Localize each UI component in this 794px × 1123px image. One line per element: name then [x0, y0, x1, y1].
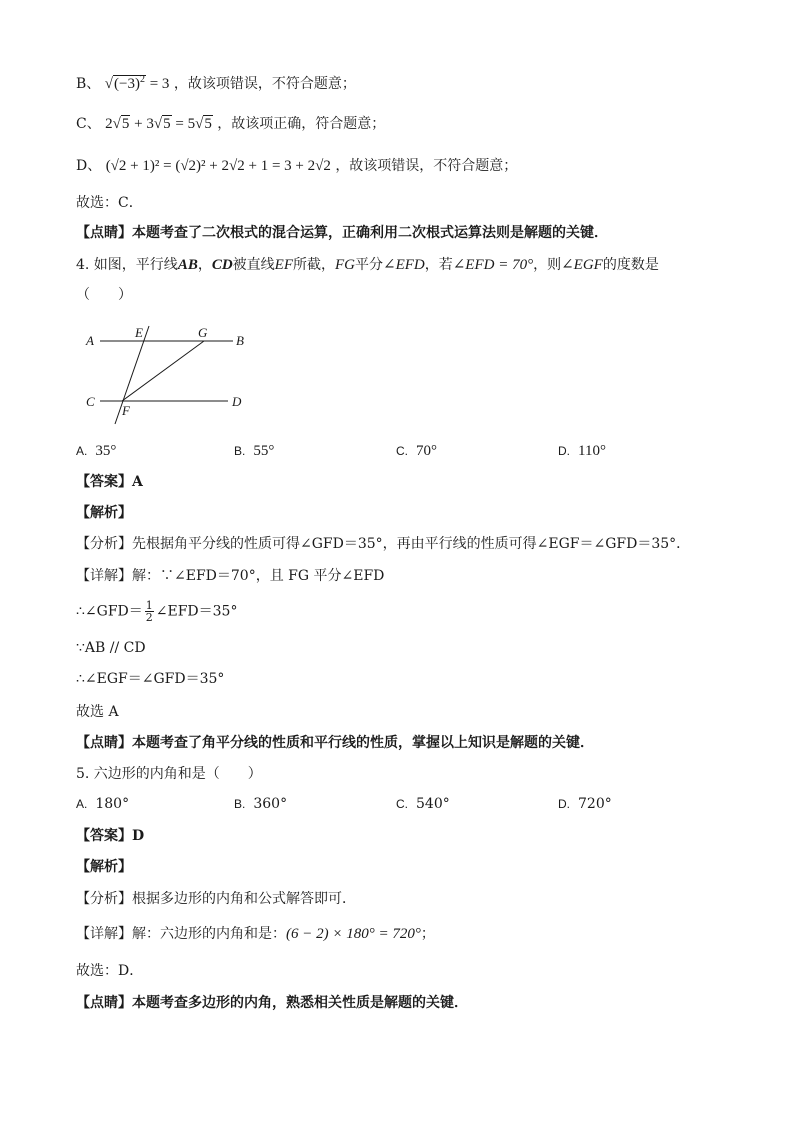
point-f-label: F [122, 403, 130, 418]
option-d-explanation [76, 156, 517, 176]
c-expr-radicand-3: 5 [204, 116, 212, 132]
point-b-label: B [236, 333, 244, 348]
q4-stem [76, 255, 659, 275]
b-expr-inner: (−3) [113, 76, 140, 92]
q5-option-c-label: C. [396, 797, 408, 811]
q4-choose: 故选 A [76, 704, 119, 720]
q5-option-c-value: 540° [416, 796, 450, 812]
q5-option-d[interactable] [558, 794, 612, 814]
b-expr-result: = 3 [145, 76, 170, 92]
q5-option-a-value: 180° [95, 796, 130, 812]
option-b-explanation [76, 70, 356, 94]
option-b-label: B、 [76, 76, 101, 92]
option-d-expression: (√2 + 1)² = (√2)² + 2√2 + 1 = 3 + 2√2 [105, 158, 331, 174]
q4-stem-mid1: 被直线 [232, 257, 275, 273]
q4-step-3: ∴∠EGF＝∠GFD＝35° [76, 671, 225, 687]
option-c-explanation [76, 114, 385, 134]
q4-ef: EF [274, 257, 293, 273]
q4-option-d[interactable] [558, 441, 606, 461]
q5-detail-pre: 【详解】解：六边形的内角和是： [76, 926, 286, 942]
c-expr-c: = 5 [171, 116, 196, 132]
q5-analysis: 【分析】根据多边形的内角和公式解答即可． [76, 891, 356, 907]
q4-comment: 【点睛】本题考查了角平分线的性质和平行线的性质，掌握以上知识是解题的关键． [76, 735, 594, 751]
q4-angle-eq: ∠EFD = 70° [452, 257, 534, 273]
q5-analysis-heading: 【解析】 [76, 859, 132, 875]
q4-stem-end: 的度数是 [602, 257, 659, 273]
point-e-label: E [135, 325, 143, 340]
q4-option-d-value: 110° [578, 443, 606, 459]
option-d-label: D、 [76, 158, 102, 174]
q4-option-c-label: C. [396, 444, 408, 458]
comment-q3: 【点睛】本题考查了二次根式的混合运算，正确利用二次根式运算法则是解题的关键． [76, 225, 608, 241]
q4-analysis-heading: 【解析】 [76, 505, 132, 521]
q4-stem-mid2: 所截， [293, 257, 335, 273]
q5-option-b-label: B. [234, 797, 246, 811]
option-d-text: ，故该项错误，不符合题意； [335, 158, 518, 174]
q4-answer: 【答案】A [76, 474, 143, 490]
option-b-expression: $√(-3)^2 = 3$ [104, 74, 170, 92]
fraction-one-half [145, 600, 154, 623]
option-c-label: C、 [76, 116, 101, 132]
q5-option-a[interactable] [76, 794, 129, 814]
q4-stem-mid4: ，若 [424, 257, 453, 273]
q4-comma: ， [197, 257, 212, 273]
parallel-lines-figure [80, 322, 260, 428]
q5-choose: 故选：D． [76, 963, 144, 979]
q5-stem: 5. 六边形的内角和是（ ） [76, 766, 262, 782]
fraction-numerator: 1 [145, 599, 153, 612]
q4-option-c[interactable] [396, 441, 437, 461]
q4-angle-efd: ∠EFD [383, 257, 425, 273]
q4-cd: CD [211, 257, 233, 273]
q4-detail-intro: 【详解】解：∵∠EFD＝70°，且 FG 平分∠EFD [76, 568, 385, 584]
c-expr-a: 2 [105, 116, 113, 132]
q4-option-a-label: A. [76, 444, 88, 458]
line-fg [122, 341, 204, 401]
q4-step-1 [76, 600, 237, 623]
q5-option-b-value: 360° [253, 796, 288, 812]
q5-comment: 【点睛】本题考查多边形的内角，熟悉相关性质是解题的关键． [76, 995, 468, 1011]
q4-ab: AB [177, 257, 198, 273]
q4-option-c-value: 70° [416, 443, 437, 459]
c-expr-b: + 3 [130, 116, 154, 132]
q4-answer-paren: （ ） [76, 287, 132, 303]
point-d-label: D [232, 394, 242, 409]
option-c-expression: 2√5 + 3√5 = 5√5 [105, 116, 212, 132]
q4-stem-pre: 4. 如图，平行线 [76, 257, 178, 273]
q4-option-b-value: 55° [253, 443, 275, 459]
point-a-label: A [86, 333, 94, 348]
q5-option-b[interactable] [234, 794, 287, 814]
q5-option-d-value: 720° [578, 796, 612, 812]
option-c-text: ，故该项正确，符合题意； [217, 116, 386, 132]
q4-fg: FG [335, 257, 355, 273]
q4-option-a-value: 35° [95, 443, 117, 459]
q4-step1-pre: ∴∠GFD＝ [76, 603, 143, 620]
q4-option-d-label: D. [558, 444, 570, 458]
option-b-text: ，故该项错误，不符合题意； [173, 76, 356, 92]
q4-analysis: 【分析】先根据角平分线的性质可得∠GFD＝35°，再由平行线的性质可得∠EGF＝∠GFD＝35°． [76, 536, 691, 552]
q5-option-c[interactable] [396, 794, 450, 814]
c-expr-radicand-2: 5 [163, 116, 171, 132]
fraction-denominator: 2 [145, 611, 153, 624]
q4-option-a[interactable] [76, 441, 116, 461]
q5-option-a-label: A. [76, 797, 88, 811]
point-g-label: G [198, 325, 208, 340]
q4-angle-egf: ∠EGF [561, 257, 603, 273]
q4-step1-post: ∠EFD＝35° [155, 603, 238, 620]
q5-detail-end: ； [420, 926, 435, 942]
q5-option-d-label: D. [558, 797, 570, 811]
point-c-label: C [86, 394, 95, 409]
q4-option-b-label: B. [234, 444, 246, 458]
q4-stem-mid5: ，则 [533, 257, 562, 273]
q5-detail-expression: (6 − 2) × 180° = 720° [286, 926, 421, 942]
q4-stem-mid3: 平分 [355, 257, 383, 273]
b-expr-exponent: 2 [139, 74, 145, 85]
choose-c-line: 故选：C． [76, 195, 143, 211]
q5-detail [76, 924, 435, 944]
q4-option-b[interactable] [234, 441, 274, 461]
c-expr-radicand-1: 5 [121, 116, 130, 132]
q5-answer: 【答案】D [76, 828, 145, 844]
q4-step-2: ∵AB // CD [76, 640, 146, 656]
